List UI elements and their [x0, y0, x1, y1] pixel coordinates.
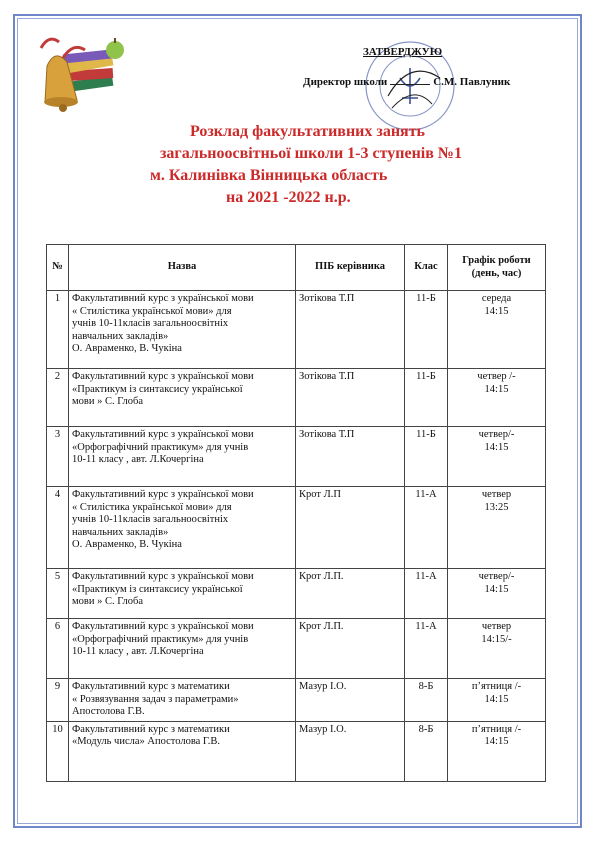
row-num: 9 — [47, 679, 69, 722]
row-num: 3 — [47, 427, 69, 487]
signature-line — [390, 84, 430, 85]
header-teacher: ПІБ керівника — [296, 245, 405, 291]
row-class: 11-Б — [405, 427, 448, 487]
row-teacher: Мазур І.О. — [296, 721, 405, 781]
row-class: 8-Б — [405, 679, 448, 722]
row-name: Факультативний курс з математики « Розвязування задач з параметрами» Апостолова Г.В. — [69, 679, 296, 722]
table-row — [47, 619, 546, 679]
title-line-4: на 2021 -2022 н.р. — [226, 189, 351, 206]
header-num: № — [47, 245, 69, 291]
table-row — [47, 291, 546, 369]
row-name: Факультативний курс з української мови «Практикум із синтаксису української мови » С. Глоба — [69, 369, 296, 427]
schedule-table — [46, 244, 546, 782]
row-teacher: Зотікова Т.П — [296, 369, 405, 427]
director-line — [303, 76, 510, 88]
table-row — [47, 487, 546, 569]
row-teacher: Мазур І.О. — [296, 679, 405, 722]
header-class: Клас — [405, 245, 448, 291]
row-class: 8-Б — [405, 721, 448, 781]
row-teacher: Зотікова Т.П — [296, 427, 405, 487]
row-name: Факультативний курс з української мови «Орфографічний практикум» для учнів 10-11 класу , авт. Л.Кочергіна — [69, 427, 296, 487]
table-row — [47, 679, 546, 722]
row-class: 11-А — [405, 569, 448, 619]
director-title: Директор школи — [303, 76, 388, 88]
row-schedule: четвер 14:15/- — [448, 619, 546, 679]
table-header-row — [47, 245, 546, 291]
title-line-2: загальноосвітньої школи 1-3 ступенів №1 — [160, 145, 462, 162]
row-teacher: Зотікова Т.П — [296, 291, 405, 369]
title-line-3: м. Калинівка Вінницька область — [150, 167, 388, 184]
row-num: 2 — [47, 369, 69, 427]
title-line-1: Розклад факультативних занять — [190, 123, 426, 140]
school-bell-books-icon — [33, 28, 133, 120]
row-num: 5 — [47, 569, 69, 619]
row-name: Факультативний курс з української мови « Стилістика української мови» для учнів 10-11класів загальноосвітніх навчальних закладів» О. Авраменко, В. Чукіна — [69, 291, 296, 369]
row-class: 11-Б — [405, 291, 448, 369]
row-schedule: четвер /- 14:15 — [448, 369, 546, 427]
table-row — [47, 369, 546, 427]
table-row — [47, 427, 546, 487]
row-num: 10 — [47, 721, 69, 781]
row-name: Факультативний курс з української мови «Орфографічний практикум» для учнів 10-11 класу , авт. Л.Кочергіна — [69, 619, 296, 679]
row-schedule: п’ятниця /- 14:15 — [448, 679, 546, 722]
row-teacher: Крот Л.П. — [296, 569, 405, 619]
row-name: Факультативний курс з української мови «Практикум із синтаксису української мови » С. Глоба — [69, 569, 296, 619]
row-name: Факультативний курс з математики «Модуль числа» Апостолова Г.В. — [69, 721, 296, 781]
row-class: 11-Б — [405, 369, 448, 427]
row-schedule: четвер/- 14:15 — [448, 427, 546, 487]
row-name: Факультативний курс з української мови « Стилістика української мови» для учнів 10-11класів загальноосвітніх навчальних закладів» О. Авраменко, В. Чукіна — [69, 487, 296, 569]
header-name: Назва — [69, 245, 296, 291]
row-teacher: Крот Л.П. — [296, 619, 405, 679]
row-schedule: четвер/- 14:15 — [448, 569, 546, 619]
row-schedule: середа 14:15 — [448, 291, 546, 369]
row-num: 6 — [47, 619, 69, 679]
row-teacher: Крот Л.П — [296, 487, 405, 569]
approval-heading: ЗАТВЕРДЖУЮ — [363, 46, 443, 58]
row-num: 1 — [47, 291, 69, 369]
table-row — [47, 721, 546, 781]
row-num: 4 — [47, 487, 69, 569]
row-schedule: п’ятниця /- 14:15 — [448, 721, 546, 781]
header-schedule: Графік роботи (день, час) — [448, 245, 546, 291]
row-class: 11-А — [405, 619, 448, 679]
row-class: 11-А — [405, 487, 448, 569]
table-row — [47, 569, 546, 619]
director-name: С.М. Павлуник — [433, 76, 511, 88]
row-schedule: четвер 13:25 — [448, 487, 546, 569]
